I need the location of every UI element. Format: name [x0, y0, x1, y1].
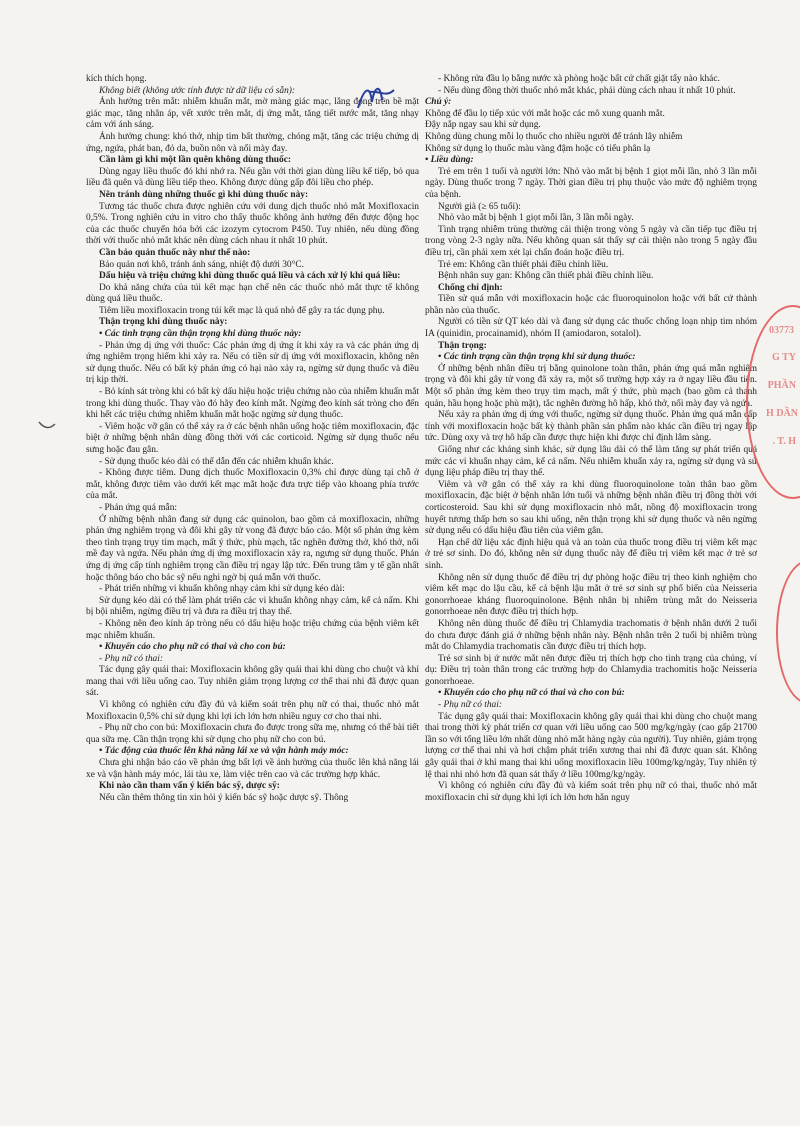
- left-paragraph: - Phản ứng dị ứng với thuốc: Các phản ứng dị ứng ít khi xảy ra và các phản ứng dị ứng nghiêm trọng hiếm khi xảy ra. Nếu có tiền sử dị ứng với moxifloxacin, không nên sử dụng thuốc. Nếu có bất kỳ phản ứng có hại nào xảy ra, ngừng sử dụng thuốc và điều trị kịp thời.: [86, 340, 419, 386]
- left-paragraph: - Không nên đeo kính áp tròng nếu có dấu hiệu hoặc triệu chứng của bệnh viêm kết mạc nhiễm khuẩn.: [86, 618, 419, 641]
- stamp-text-2: G TY: [772, 352, 796, 363]
- right-paragraph: Vì không có nghiên cứu đầy đủ và kiểm soát trên phụ nữ có thai, thuốc nhỏ mắt moxifloxacin chỉ sử dụng khi lợi ích lớn hơn hẳn nguy: [425, 781, 757, 803]
- left-paragraph: Tương tác thuốc chưa được nghiên cứu với dung dịch thuốc nhỏ mắt Moxifloxacin 0,5%. Trong nghiên cứu in vitro cho thấy thuốc không ảnh hưởng đến được động học của các thuốc chuyển hóa bởi các izozym cytocrom P450. Tuy nhiên, nếu dùng đồng thời với thuốc nhỏ mắt khác nên dùng cách nhau ít nhất 10 phút.: [86, 201, 419, 247]
- right-paragraph: Người có tiền sử QT kéo dài và đang sử dụng các thuốc chống loạn nhịp tim nhóm IA (quinidin, procainamid), nhóm II (amiodaron, sotalol).: [425, 317, 757, 340]
- left-paragraph: • Khuyến cáo cho phụ nữ có thai và cho con bú:: [86, 642, 419, 654]
- left-paragraph: - Phát triển những vi khuẩn không nhạy cảm khi sử dụng kéo dài:: [99, 584, 345, 595]
- left-paragraph: - Phản ứng quá mẫn:: [99, 502, 177, 513]
- right-paragraph: Bệnh nhân suy gan: Không cần thiết phải điều chỉnh liều.: [438, 271, 654, 282]
- left-paragraph: Không biết (không ước tính được từ dữ liệu có sẵn):: [99, 85, 296, 96]
- stamp-text-3: PHẦN: [767, 380, 796, 391]
- left-paragraph: • Tác động của thuốc lên khả năng lái xe và vận hành máy móc:: [86, 746, 419, 758]
- right-paragraph: Không dùng chung mỗi lọ thuốc cho nhiều người để tránh lây nhiễm: [425, 131, 683, 142]
- left-paragraph: Ở những bệnh nhân đang sử dụng các quinolon, bao gồm cả moxifloxacin, những phản ứng nghiêm trọng và đôi khi gây tử vong đã được báo cáo. Một số phản ứng kèm theo tình trạng trụy tim mạch, mất ý thức, phù mạch, tắc nghẽn đường thở, khó thở, nổi mề đay và ngứa. Nếu phản ứng dị ứng moxifloxacin xảy ra, ngưng sử dụng thuốc. Phản ứng dị ứng cấp tính nghiêm trọng cần điều trị ngay lập tức. Đến trung tâm y tế gần nhất hoặc thông báo cho bác sỹ nếu nghi ngờ bị quá mẫn với thuốc.: [86, 514, 419, 583]
- right-paragraph: Tình trạng nhiễm trùng thường cải thiện trong vòng 5 ngày và cần tiếp tục điều trị trong vòng 2-3 ngày nữa. Nếu không quan sát thấy sự cải thiện nào trong 5 ngày đầu điều trị, cần phải xem xét lại chẩn đoán hoặc điều trị.: [425, 224, 757, 258]
- right-paragraph: • Các tình trạng cần thận trọng khi sử dụng thuốc:: [425, 352, 757, 364]
- left-paragraph: - Bỏ kính sát tròng khi có bất kỳ dấu hiệu hoặc triệu chứng nào của nhiễm khuẩn mắt trong khi dùng thuốc. Thay vào đó hãy đeo kính mắt. Ngừng đeo kính sát tròng cho đến khi hết các triệu chứng nhiễm khuẩn mắt hoặc ngừng sử dụng thuốc.: [86, 387, 419, 421]
- right-paragraph: Ở những bệnh nhân điều trị bằng quinolone toàn thân, phản ứng quá mẫn nghiêm trọng và đôi khi gây tử vong đã xảy ra, một số trường hợp xảy ra ở ngay liều đầu tiên. Một số phản ứng kèm theo trụy tim mạch, mất ý thức, phù mạch (bao gồm cả thanh quản, hầu họng hoặc phù mặt), tắc nghẽn đường hô hấp, khó thở, nổi mày đay và ngứa.: [425, 363, 757, 409]
- right-paragraph: • Khuyến cáo cho phụ nữ có thai và cho con bú:: [425, 688, 757, 700]
- left-paragraph: - Không được tiêm. Dung dịch thuốc Moxifloxacin 0,3% chỉ được dùng tại chỗ ở mắt, không được tiêm vào dưới kết mạc mắt hoặc đưa trực tiếp vào khoang phía trước của mắt.: [86, 468, 419, 502]
- right-paragraph: Đậy nắp ngay sau khi sử dụng.: [425, 120, 541, 131]
- left-paragraph: - Phụ nữ có thai:: [99, 653, 163, 664]
- right-paragraph: Trẻ sơ sinh bị ứ nước mắt nên được điều trị thích hợp cho tình trạng của chúng, ví dụ: Điều trị toàn thân trong các trường hợp do Chlamydia trachomitis hoặc Neisseria gonorrhoeae.: [425, 653, 757, 687]
- right-paragraph: Người già (≥ 65 tuổi):: [438, 201, 521, 212]
- left-paragraph: Chưa ghi nhận báo cáo về phản ứng bất lợi về ảnh hưởng của thuốc lên khả năng lái xe và vận hành máy móc, lái tàu xe, làm việc trên cao và các trường hợp khác.: [86, 758, 419, 780]
- right-paragraph: Trẻ em: Không cần thiết phải điều chỉnh liều.: [438, 259, 609, 270]
- right-paragraph: Chống chỉ định:: [438, 282, 503, 293]
- right-paragraph: Không nên dùng thuốc để điều trị Chlamydia trachomatis ở bệnh nhân dưới 2 tuổi do chưa được đánh giá ở những bệnh nhân này. Bệnh nhân trên 2 tuổi bị nhiễm trùng mắt do Chlamydia trachomatis cần được điều trị thích hợp.: [425, 618, 757, 653]
- right-paragraph: - Không rửa đầu lọ bằng nước xà phòng hoặc bất cứ chất giặt tẩy nào khác.: [438, 74, 720, 84]
- right-paragraph: Tác dụng gây quái thai: Moxifloxacin không gây quái thai khi dùng cho chuột mang thai trong thời kỳ phát triển cơ quan với liều uống cao 500 mg/kg/ngày (cao gấp 21700 lần so với tổng liều lớn nhất dùng nhỏ mắt hàng ngày của người). Tuy nhiên, giảm trọng lượng cơ thể thai nhi và hơi chậm phát triển xương thai nhi đã được quan sát. Không gây quái thai ở khỉ mang thai khi uống moxifloxacin liều 100mg/kg/ngày, Tuy nhiên tỷ lệ thai nhi nhỏ hơn đã quan sát thấy ở liều 100mg/kg/ngày.: [425, 711, 757, 780]
- left-paragraph: Bảo quản nơi khô, tránh ánh sáng, nhiệt độ dưới 30°C.: [99, 259, 304, 270]
- right-paragraph: Không để đầu lọ tiếp xúc với mắt hoặc các mô xung quanh mắt.: [425, 108, 665, 119]
- right-column: [425, 74, 757, 804]
- right-paragraph: Không sử dụng lọ thuốc màu vàng đậm hoặc có tiểu phân lạ: [425, 143, 651, 154]
- right-paragraph: Tiền sử quá mẫn với moxifloxacin hoặc các fluoroquinolon hoặc với bất cứ thành phần nào của thuốc.: [425, 294, 757, 316]
- left-paragraph: Dấu hiệu và triệu chứng khi dùng thuốc quá liều và cách xử lý khi quá liều:: [99, 271, 401, 282]
- left-paragraph: • Các tình trạng cần thận trọng khi dùng thuốc này:: [86, 329, 419, 341]
- left-paragraph: Nên tránh dùng những thuốc gì khi dùng thuốc này:: [99, 189, 309, 200]
- stamp-text-5: . T. H: [772, 436, 796, 447]
- right-paragraph: Không nên sử dụng thuốc để điều trị dự phòng hoặc điều trị theo kinh nghiệm cho viêm kết mạc do lậu cầu, kể cả bệnh lậu mắt ở trẻ sơ sinh sự phổ biến của Neisseria gonorrhoeae kháng fluoroquinolone. Bệnh nhân bị nhiễm trùng mắt do Neisseria gonorrhoeae nên được điều trị thích hợp.: [425, 572, 757, 618]
- left-column: [86, 74, 419, 804]
- right-paragraph: Hạn chế dữ liệu xác định hiệu quả và an toàn của thuốc trong điều trị viêm kết mạc ở trẻ sơ sinh. Do đó, không nên sử dụng thuốc này để điều trị viêm kết mạc ở trẻ sơ sinh.: [425, 537, 757, 571]
- stamp-text-4: H DẦN: [766, 408, 798, 419]
- left-paragraph: Khi nào cần tham vấn ý kiến bác sỹ, dược sỹ:: [99, 781, 280, 792]
- left-paragraph: Tác dụng gây quái thai: Moxifloxacin không gây quái thai khi dùng cho chuột và khỉ mang thai với liều uống cao. Tuy nhiên giảm trọng lượng cơ thể thai nhi đã được quan sát.: [86, 665, 419, 699]
- left-paragraph: - Phụ nữ cho con bú: Moxifloxacin chưa đo được trong sữa mẹ, nhưng có thể bài tiết qua sữa mẹ. Cần thận trọng khi sử dụng cho phụ nữ cho con bú.: [86, 723, 419, 745]
- left-paragraph: kích thích họng.: [86, 74, 147, 84]
- right-paragraph: Thận trọng:: [438, 340, 487, 351]
- right-paragraph: Nhỏ vào mắt bị bệnh 1 giọt mỗi lần, 3 lần mỗi ngày.: [438, 213, 634, 224]
- right-paragraph: Trẻ em trên 1 tuổi và người lớn: Nhỏ vào mắt bị bệnh 1 giọt mỗi lần, nhỏ 3 lần mỗi ngày. Dùng thuốc trong 7 ngày. Thời gian điều trị phụ thuộc vào mức độ nghiêm trọng của bệnh.: [425, 166, 757, 200]
- right-paragraph: Nếu xảy ra phản ứng dị ứng với thuốc, ngừng sử dụng thuốc. Phản ứng quá mẫn cấp tính với moxifloxacin hoặc bất kỳ thành phần sản phẩm nào khác cần điều trị ngay lập tức. Dùng oxy và trợ hô hấp cần được thực hiện khi được chỉ định lâm sàng.: [425, 410, 757, 444]
- right-paragraph: Viêm và vỡ gân có thể xảy ra khi dùng fluoroquinolone toàn thân bao gồm moxifloxacin, đặc biệt ở bệnh nhân lớn tuổi và những bệnh nhân điều trị đồng thời với corticosteroid. Sau khi sử dụng moxifloxacin nhỏ mắt, nồng độ moxifloxacin trong huyết tương thấp hơn so sau khi uống, nên thận trọng khi sử dụng thuốc và nên ngừng sử dụng nếu có dấu hiệu đầu tiên của viêm gân.: [425, 479, 757, 537]
- left-paragraph: Do khả năng chứa của túi kết mạc hạn chế nên các thuốc nhỏ mắt thực tế không dùng quá liều thuốc.: [86, 282, 419, 305]
- left-paragraph: Tiêm liều moxifloxacin trong túi kết mạc là quá nhỏ để gây ra tác dụng phụ.: [99, 305, 385, 316]
- left-paragraph: Ảnh hưởng trên mắt: nhiễm khuẩn mắt, mờ màng giác mạc, lắng đọng trên bề mặt giác mạc, tăng nhãn áp, vết xước trên mắt, dị ứng mắt, tăng tiết nước mắt, tăng nhạy cảm với ánh sáng.: [86, 97, 419, 131]
- company-stamp-bottom: [776, 560, 800, 704]
- stamp-text-1: 03773: [769, 325, 794, 336]
- left-paragraph: Ảnh hưởng chung: khó thở, nhịp tim bất thường, chóng mặt, tăng các triệu chứng dị ứng, ngứa, phát ban, đỏ da, buồn nôn và nổi mày đay.: [86, 131, 419, 154]
- right-paragraph: Chú ý:: [425, 97, 452, 108]
- left-paragraph: Sử dụng kéo dài có thể làm phát triển các vi khuẩn không nhạy cảm, kể cả nấm. Khi bị bội nhiễm, ngừng điều trị và đưa ra điều trị thay thế.: [86, 595, 419, 618]
- right-paragraph: • Liều dùng:: [425, 155, 757, 167]
- right-paragraph: - Phụ nữ có thai:: [438, 700, 502, 711]
- left-paragraph: Vì không có nghiên cứu đầy đủ và kiểm soát trên phụ nữ có thai, thuốc nhỏ mắt Moxifloxacin 0,5% chỉ sử dụng khi lợi ích lớn hơn nhiều nguy cơ cho thai nhi.: [86, 700, 419, 722]
- left-paragraph: Nếu cần thêm thông tin xin hỏi ý kiến bác sỹ hoặc dược sỹ. Thông: [99, 792, 349, 803]
- right-paragraph: Giống như các kháng sinh khác, sử dụng lâu dài có thể làm tăng sự phát triển quá mức các vi khuẩn nhạy cảm, kể cả nấm. Nếu nhiễm khuẩn xảy ra, ngừng sử dụng và sử dụng liệu pháp điều trị thay thế.: [425, 445, 757, 479]
- left-paragraph: - Viêm hoặc vỡ gân có thể xảy ra ở các bệnh nhân uống hoặc tiêm moxifloxacin, đặc biệt ở những bệnh nhân dùng đồng thời với các corticoid. Ngừng sử dụng thuốc nếu sưng hoặc đau gân.: [86, 421, 419, 455]
- left-paragraph: Cần bảo quản thuốc này như thế nào:: [99, 247, 251, 258]
- left-paragraph: - Sử dụng thuốc kéo dài có thể dẫn đến các nhiễm khuẩn khác.: [99, 456, 334, 467]
- right-paragraph: - Nếu dùng đồng thời thuốc nhỏ mắt khác, phải dùng cách nhau ít nhất 10 phút.: [438, 85, 736, 96]
- left-paragraph: Cần làm gì khi một lần quên không dùng thuốc:: [99, 155, 291, 166]
- margin-mark: [38, 420, 56, 430]
- signature-mark: [352, 80, 398, 115]
- left-paragraph: Dùng ngay liều thuốc đó khi nhớ ra. Nếu gần với thời gian dùng liều kế tiếp, bỏ qua liều đã quên và dùng liều tiếp theo. Không được dùng gấp đôi liều cho phép.: [86, 166, 419, 189]
- left-paragraph: Thận trọng khi dùng thuốc này:: [99, 317, 228, 328]
